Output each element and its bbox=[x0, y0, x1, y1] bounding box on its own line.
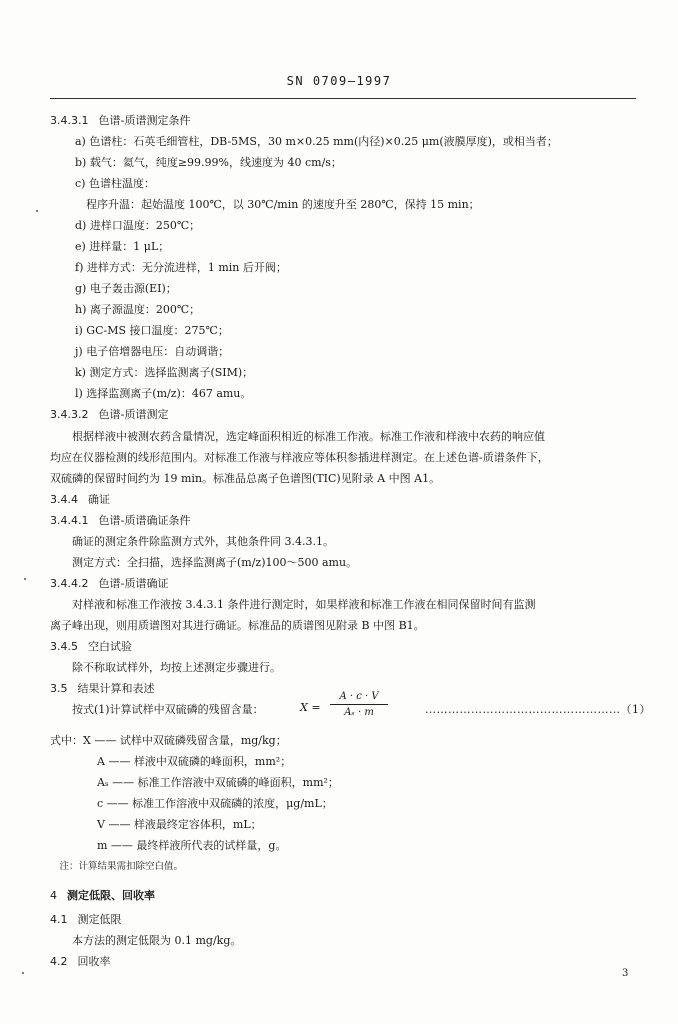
text-line: c —— 标准工作溶液中双硫磷的浓度，μg/mL； bbox=[86, 797, 333, 810]
section-number: 3.4.3.2 bbox=[50, 408, 89, 421]
text-line: e) 进样量：1 μL； bbox=[75, 240, 170, 253]
text-line: 根据样液中被测农药含量情况，选定峰面积相近的标准工作液。标准工作液和样液中农药的响应值 bbox=[50, 430, 545, 443]
section-number: 3.4.4 bbox=[50, 493, 78, 506]
text-line: h) 离子源温度：200℃； bbox=[75, 303, 201, 316]
text-line: 本方法的测定低限为 0.1 mg/kg。 bbox=[50, 934, 242, 947]
section-title: 色谱-质谱确证条件 bbox=[98, 514, 191, 527]
text-line: m —— 最终样液所代表的试样量，g。 bbox=[86, 839, 287, 852]
section-title: 确证 bbox=[88, 493, 110, 506]
section-title: 色谱-质谱测定条件 bbox=[98, 114, 191, 127]
scan-speck bbox=[22, 972, 24, 974]
section-heading bbox=[50, 114, 190, 128]
section-number: 4.1 bbox=[50, 913, 68, 926]
text-line: f) 进样方式：无分流进样，1 min 后开阀； bbox=[75, 261, 287, 274]
section-number: 4.2 bbox=[50, 955, 68, 968]
section-title: 色谱-质谱确证 bbox=[98, 577, 169, 590]
section-heading bbox=[50, 955, 111, 969]
text-line: A —— 样液中双硫磷的峰面积，mm²； bbox=[86, 755, 292, 768]
text-line: 注：计算结果需扣除空白值。 bbox=[50, 861, 184, 872]
formula-denominator: Aₛ · m bbox=[344, 707, 374, 718]
scan-speck bbox=[24, 578, 26, 580]
equation-number: ……………………………………………（1） bbox=[425, 703, 651, 716]
section-title: 结果计算和表述 bbox=[77, 682, 155, 695]
text-line: g) 电子轰击源(EI)； bbox=[75, 282, 177, 295]
section-heading bbox=[50, 640, 132, 654]
section-number: 4 bbox=[50, 889, 57, 902]
section-heading bbox=[50, 682, 155, 696]
section-number: 3.4.4.2 bbox=[50, 577, 89, 590]
text-line: 按式(1)计算试样中双硫磷的残留含量： bbox=[50, 703, 264, 716]
text-line: 程序升温：起始温度 100℃，以 30℃/min 的速度升至 280℃，保持 15 min； bbox=[86, 198, 480, 211]
text-line: 测定方式：全扫描，选择监测离子(m/z)100～500 amu。 bbox=[50, 556, 358, 569]
formula-numerator: A · c · V bbox=[339, 691, 379, 702]
scan-speck bbox=[36, 210, 38, 212]
fraction-bar bbox=[330, 704, 388, 705]
section-heading bbox=[50, 577, 168, 591]
text-line: i) GC-MS 接口温度：275℃； bbox=[75, 324, 229, 337]
text-line: 对样液和标准工作液按 3.4.3.1 条件进行测定时，如果样液和标准工作液在相同保留时间有监测 bbox=[50, 598, 536, 611]
formula-fraction bbox=[330, 690, 388, 719]
text-line: Aₛ —— 标准工作溶液中双硫磷的峰面积，mm²； bbox=[86, 776, 339, 789]
text-line: a) 色谱柱：石英毛细管柱，DB-5MS，30 m×0.25 mm(内径)×0.25 μm(液膜厚度)，或相当者； bbox=[75, 135, 558, 148]
formula-lhs: X = bbox=[300, 701, 321, 714]
text-line: 双硫磷的保留时间约为 19 min。标准品总离子色谱图(TIC)见附录 A 中图 A1。 bbox=[50, 472, 441, 485]
text-line: l) 选择监测离子(m/z)：467 amu。 bbox=[75, 387, 252, 400]
section-number: 3.4.5 bbox=[50, 640, 78, 653]
text-line: 式中：X —— 试样中双硫磷残留含量，mg/kg； bbox=[50, 734, 287, 747]
text-line: 离子峰出现，则用质谱图对其进行确证。标准品的质谱图见附录 B 中图 B1。 bbox=[50, 619, 425, 632]
section-heading bbox=[50, 493, 110, 507]
text-line: 确证的测定条件除监测方式外，其他条件同 3.4.3.1。 bbox=[50, 535, 334, 548]
page-header: SN 0709—1997 bbox=[286, 74, 392, 88]
header-rule bbox=[50, 98, 636, 99]
section-number: 3.4.3.1 bbox=[50, 114, 89, 127]
section-title: 测定低限 bbox=[77, 913, 122, 926]
text-line: k) 测定方式：选择监测离子(SIM)； bbox=[75, 366, 254, 379]
section-heading bbox=[50, 889, 155, 903]
section-title: 回收率 bbox=[77, 955, 111, 968]
section-heading bbox=[50, 514, 190, 528]
text-line: d) 进样口温度：250℃； bbox=[75, 219, 201, 232]
section-number: 3.4.4.1 bbox=[50, 514, 89, 527]
section-heading bbox=[50, 913, 122, 927]
text-line: V —— 样液最终定容体积，mL； bbox=[86, 818, 262, 831]
page-number: 3 bbox=[622, 968, 629, 979]
text-line: b) 载气：氦气，纯度≥99.99%，线速度为 40 cm/s； bbox=[75, 156, 342, 169]
text-line: j) 电子倍增器电压：自动调谐； bbox=[75, 345, 230, 358]
section-heading bbox=[50, 408, 168, 422]
text-line: c) 色谱柱温度： bbox=[75, 177, 155, 190]
text-line: 均应在仪器检测的线形范围内。对标准工作液与样液应等体积参插进样测定。在上述色谱-质谱条件下， bbox=[50, 451, 549, 464]
section-title: 色谱-质谱测定 bbox=[98, 408, 169, 421]
text-line: 除不称取试样外，均按上述测定步骤进行。 bbox=[50, 661, 281, 674]
section-title: 空白试验 bbox=[88, 640, 132, 653]
section-number: 3.5 bbox=[50, 682, 68, 695]
section-title: 测定低限、回收率 bbox=[67, 889, 155, 902]
